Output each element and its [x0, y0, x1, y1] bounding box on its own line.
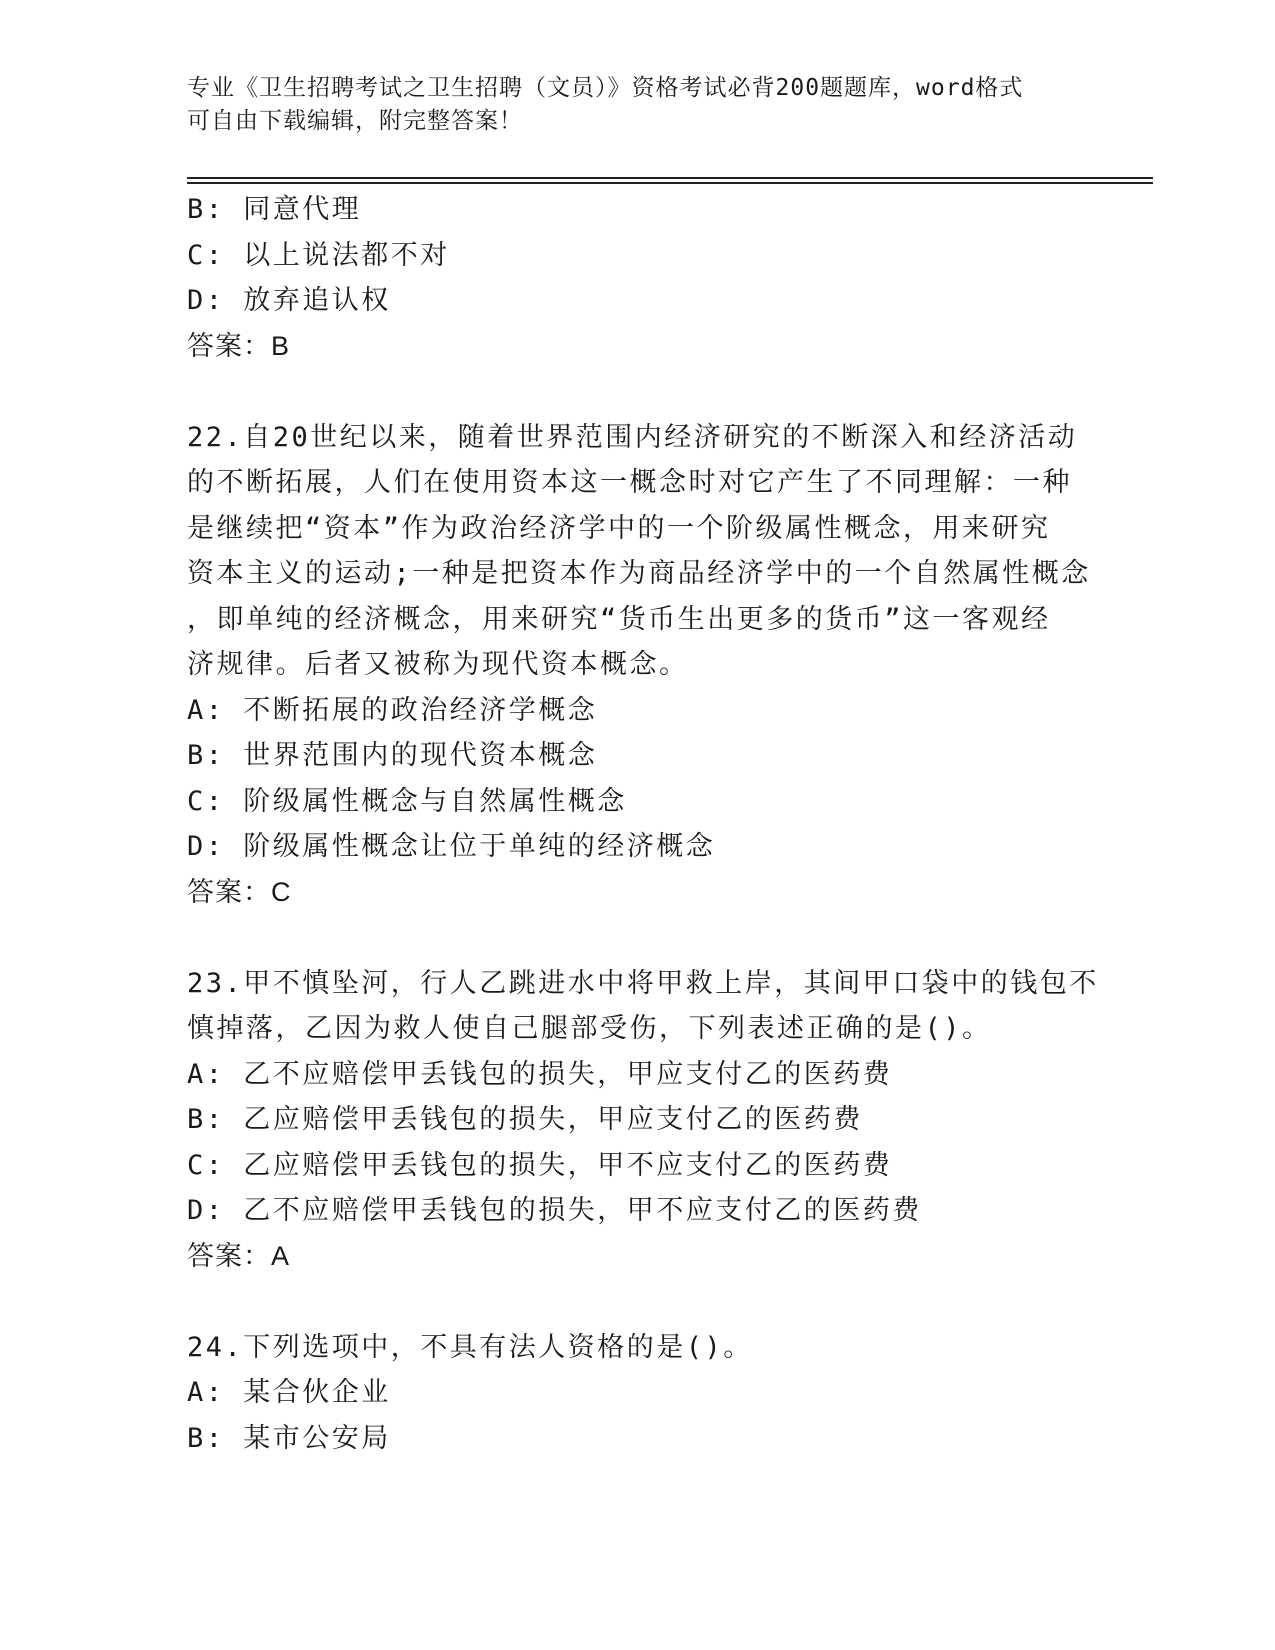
spacer [187, 1279, 1087, 1325]
option-b: B: 世界范围内的现代资本概念 [187, 740, 598, 771]
answer-line: 答案：A [187, 1240, 291, 1271]
question-23 [187, 961, 1099, 1280]
question-21-tail [187, 187, 1087, 369]
option-c: C: 以上说法都不对 [187, 239, 450, 271]
header-rule-top [187, 177, 1153, 179]
option-a: A: 某合伙企业 [187, 1377, 391, 1408]
option-d: D: 放弃追认权 [187, 285, 391, 316]
option-b: B: 同意代理 [187, 194, 362, 225]
option-b: B: 乙应赔偿甲丢钱包的损失，甲应支付乙的医药费 [187, 1104, 863, 1135]
question-stem-line: ，即单纯的经济概念，用来研究“货币生出更多的货币”这一客观经 [187, 603, 1051, 635]
question-stem-line: 24.下列选项中，不具有法人资格的是()。 [187, 1331, 753, 1363]
answer-line: 答案：B [187, 330, 291, 361]
spacer [187, 915, 1087, 961]
question-content [187, 187, 1099, 1461]
option-c: C: 阶级属性概念与自然属性概念 [187, 785, 627, 817]
question-24 [187, 1325, 1087, 1462]
question-stem-line: 23.甲不慎坠河，行人乙跳进水中将甲救上岸，其间甲口袋中的钱包不 [187, 967, 1099, 999]
question-stem-line: 济规律。后者又被称为现代资本概念。 [187, 649, 689, 680]
question-stem-line: 资本主义的运动;一种是把资本作为商品经济学中的一个自然属性概念 [187, 558, 1091, 589]
option-d: D: 乙不应赔偿甲丢钱包的损失，甲不应支付乙的医药费 [187, 1195, 922, 1226]
question-stem-line: 的不断拓展，人们在使用资本这一概念时对它产生了不同理解：一种 [187, 467, 1072, 498]
option-a: A: 不断拓展的政治经济学概念 [187, 694, 598, 726]
answer-line: 答案：C [187, 876, 292, 907]
question-stem-line: 是继续把“资本”作为政治经济学中的一个阶级属性概念，用来研究 [187, 512, 1051, 544]
header-line-2: 可自由下载编辑，附完整答案！ [187, 108, 523, 134]
option-d: D: 阶级属性概念让位于单纯的经济概念 [187, 831, 716, 862]
option-c: C: 乙应赔偿甲丢钱包的损失，甲不应支付乙的医药费 [187, 1149, 893, 1181]
option-a: A: 乙不应赔偿甲丢钱包的损失，甲应支付乙的医药费 [187, 1058, 893, 1090]
option-b: B: 某市公安局 [187, 1422, 391, 1454]
question-stem-line: 慎掉落，乙因为救人使自己腿部受伤，下列表述正确的是()。 [187, 1013, 992, 1044]
question-stem-line: 22.自20世纪以来，随着世界范围内经济研究的不断深入和经济活动 [187, 421, 1078, 453]
header-line-1: 专业《卫生招聘考试之卫生招聘（文员）》资格考试必背200题题库，word格式 [187, 75, 1024, 101]
spacer [187, 369, 1087, 415]
header-rule-bottom [187, 182, 1153, 184]
question-22 [187, 415, 1091, 916]
document-header [187, 72, 1067, 138]
